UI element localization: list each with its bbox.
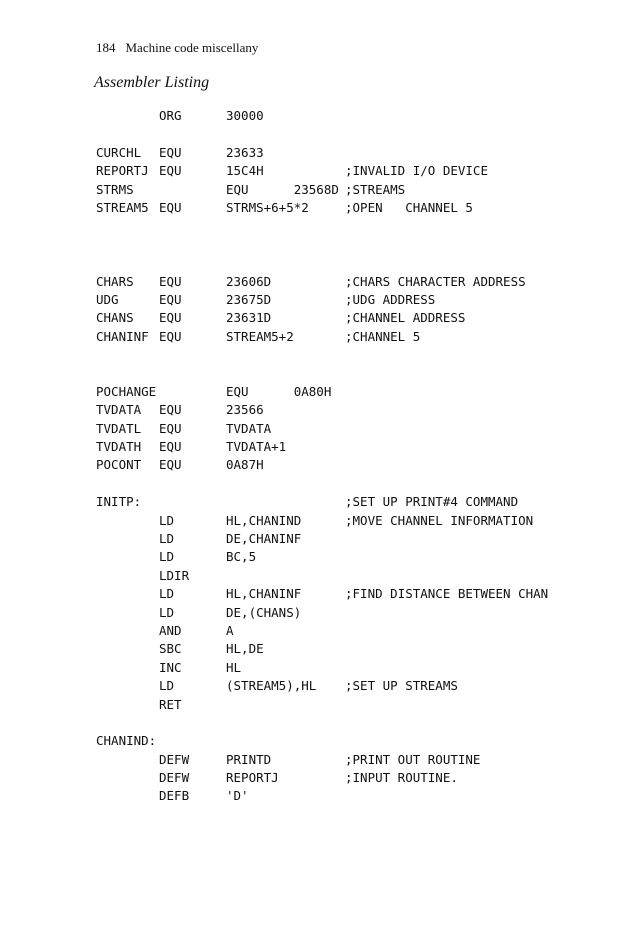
- listing-line: [96, 548, 616, 566]
- listing-operand: 23633: [226, 144, 264, 160]
- listing-operand: 23606D: [226, 273, 272, 289]
- listing-opcode: LD: [159, 549, 175, 565]
- listing-operand: STRMS+6+5*2: [226, 199, 309, 215]
- listing-comment: ;OPEN CHANNEL 5: [345, 199, 473, 215]
- listing-label: TVDATA: [96, 402, 142, 418]
- listing-line: [96, 181, 616, 199]
- listing-operand: HL,DE: [226, 641, 264, 657]
- listing-opcode: EQU: [159, 402, 182, 418]
- listing-operand: 30000: [226, 108, 264, 123]
- page-header: [96, 40, 258, 56]
- listing-opcode: EQU: [159, 163, 182, 179]
- listing-operand: 23675D: [226, 291, 272, 307]
- listing-opcode: DEFW: [159, 751, 190, 767]
- listing-line: [96, 493, 616, 511]
- blank-line: [96, 714, 616, 732]
- listing-line: [96, 787, 616, 805]
- listing-line: [96, 456, 616, 474]
- listing-operand: TVDATA: [226, 420, 272, 436]
- listing-operand: EQU 23568D: [226, 181, 339, 197]
- page-number: 184: [96, 40, 116, 55]
- listing-line: [96, 144, 616, 162]
- listing-operand: 0A87H: [226, 457, 264, 473]
- listing-opcode: DEFW: [159, 770, 190, 786]
- listing-line: [96, 677, 616, 695]
- listing-line: [96, 567, 616, 585]
- listing-opcode: EQU: [159, 420, 182, 436]
- listing-opcode: LD: [159, 586, 175, 602]
- listing-label: POCONT: [96, 457, 142, 473]
- listing-comment: ;PRINT OUT ROUTINE: [345, 751, 481, 767]
- listing-comment: ;UDG ADDRESS: [345, 291, 436, 307]
- listing-operand: EQU 0A80H: [226, 383, 332, 399]
- assembler-listing: [96, 107, 616, 806]
- listing-line: [96, 659, 616, 677]
- listing-opcode: RET: [159, 696, 182, 712]
- listing-label: INITP:: [96, 494, 142, 510]
- listing-line: [96, 640, 616, 658]
- listing-comment: ;CHANNEL 5: [345, 328, 421, 344]
- listing-operand: 23566: [226, 402, 264, 418]
- blank-line: [96, 217, 616, 235]
- listing-line: [96, 769, 616, 787]
- listing-operand: PRINTD: [226, 751, 272, 767]
- listing-opcode: LD: [159, 678, 175, 694]
- listing-line: [96, 383, 616, 401]
- listing-label: CHANINF: [96, 328, 149, 344]
- listing-line: [96, 273, 616, 291]
- blank-line: [96, 125, 616, 143]
- listing-line: [96, 512, 616, 530]
- listing-comment: ;STREAMS: [345, 181, 406, 197]
- listing-opcode: EQU: [159, 439, 182, 455]
- listing-opcode: INC: [159, 659, 182, 675]
- listing-label: CURCHL: [96, 144, 142, 160]
- listing-line: [96, 328, 616, 346]
- running-title: Machine code miscellany: [125, 40, 259, 55]
- listing-label: STREAM5: [96, 199, 149, 215]
- listing-label: STRMS: [96, 181, 134, 197]
- listing-comment: ;SET UP STREAMS: [345, 678, 458, 694]
- listing-opcode: EQU: [159, 328, 182, 344]
- listing-operand: (STREAM5),HL: [226, 678, 317, 694]
- listing-operand: REPORTJ: [226, 770, 279, 786]
- listing-comment: ;SET UP PRINT#4 COMMAND: [345, 494, 519, 510]
- listing-opcode: LD: [159, 530, 175, 546]
- listing-opcode: EQU: [159, 199, 182, 215]
- listing-label: CHARS: [96, 273, 134, 289]
- listing-line: [96, 107, 616, 125]
- blank-line: [96, 364, 616, 382]
- listing-opcode: LD: [159, 512, 175, 528]
- listing-opcode: EQU: [159, 273, 182, 289]
- listing-operand: DE,CHANINF: [226, 530, 302, 546]
- listing-operand: STREAM5+2: [226, 328, 294, 344]
- listing-line: [96, 696, 616, 714]
- listing-line: [96, 585, 616, 603]
- listing-opcode: SBC: [159, 641, 182, 657]
- listing-label: CHANIND:: [96, 733, 157, 749]
- listing-opcode: AND: [159, 622, 182, 638]
- listing-opcode: LD: [159, 604, 175, 620]
- listing-comment: ;INPUT ROUTINE.: [345, 770, 458, 786]
- listing-line: [96, 199, 616, 217]
- listing-label: POCHANGE: [96, 383, 157, 399]
- listing-line: [96, 530, 616, 548]
- listing-comment: ;MOVE CHANNEL INFORMATION: [345, 512, 534, 528]
- listing-label: TVDATL: [96, 420, 142, 436]
- listing-line: [96, 162, 616, 180]
- listing-operand: A: [226, 622, 234, 638]
- listing-comment: ;CHARS CHARACTER ADDRESS: [345, 273, 526, 289]
- listing-operand: HL,CHANIND: [226, 512, 302, 528]
- listing-line: [96, 751, 616, 769]
- blank-line: [96, 254, 616, 272]
- listing-comment: ;INVALID I/O DEVICE: [345, 163, 488, 179]
- listing-opcode: EQU: [159, 310, 182, 326]
- listing-line: [96, 401, 616, 419]
- blank-line: [96, 346, 616, 364]
- listing-opcode: EQU: [159, 457, 182, 473]
- listing-line: [96, 604, 616, 622]
- listing-operand: HL,CHANINF: [226, 586, 302, 602]
- listing-line: [96, 438, 616, 456]
- blank-line: [96, 475, 616, 493]
- listing-label: REPORTJ: [96, 163, 149, 179]
- listing-opcode: LDIR: [159, 567, 190, 583]
- listing-label: TVDATH: [96, 439, 142, 455]
- blank-line: [96, 236, 616, 254]
- listing-operand: BC,5: [226, 549, 257, 565]
- listing-operand: 23631D: [226, 310, 272, 326]
- section-title: Assembler Listing: [94, 74, 210, 91]
- listing-line: [96, 732, 616, 750]
- listing-opcode: EQU: [159, 291, 182, 307]
- listing-operand: 15C4H: [226, 163, 264, 179]
- listing-line: [96, 309, 616, 327]
- listing-line: [96, 291, 616, 309]
- listing-comment: ;CHANNEL ADDRESS: [345, 310, 466, 326]
- listing-opcode: EQU: [159, 144, 182, 160]
- listing-operand: HL: [226, 659, 242, 675]
- listing-operand: 'D': [226, 788, 249, 804]
- listing-line: [96, 622, 616, 640]
- listing-opcode: ORG: [159, 108, 182, 123]
- listing-line: [96, 420, 616, 438]
- listing-opcode: DEFB: [159, 788, 190, 804]
- listing-operand: DE,(CHANS): [226, 604, 302, 620]
- listing-comment: ;FIND DISTANCE BETWEEN CHAN: [345, 586, 549, 602]
- listing-operand: TVDATA+1: [226, 439, 287, 455]
- listing-label: UDG: [96, 291, 119, 307]
- listing-label: CHANS: [96, 310, 134, 326]
